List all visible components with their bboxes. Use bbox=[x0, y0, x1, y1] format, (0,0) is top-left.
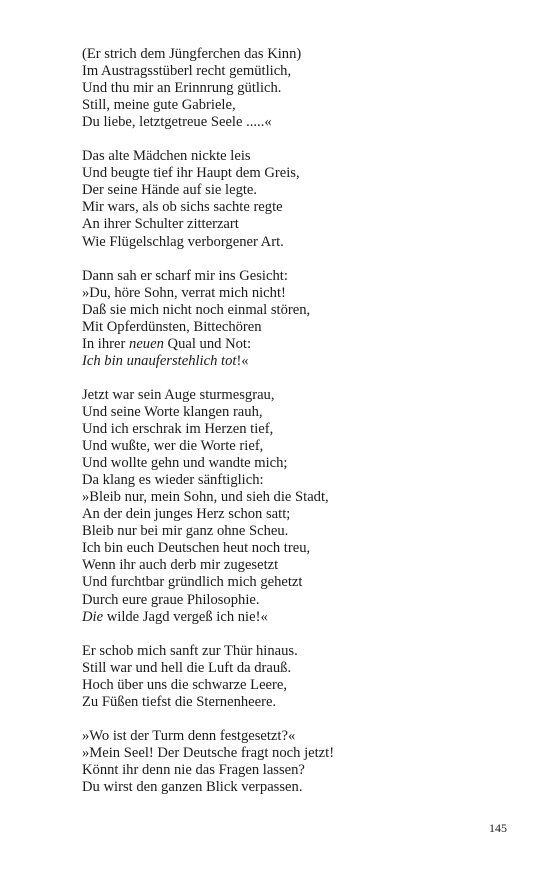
verse-line bbox=[82, 574, 502, 591]
text-segment: Und wollte gehn und wandte mich; bbox=[82, 455, 288, 472]
italic-text: neuen bbox=[129, 335, 164, 352]
text-segment: Mit Opferdünsten, Bittechören bbox=[82, 318, 262, 335]
verse-line bbox=[82, 660, 502, 677]
verse-line bbox=[82, 745, 502, 762]
verse-line bbox=[82, 489, 502, 506]
text-segment: Und thu mir an Erinnrung gütlich. bbox=[82, 80, 282, 97]
verse-line bbox=[82, 694, 502, 711]
text-segment: Dann sah er scharf mir ins Gesicht: bbox=[82, 267, 288, 284]
text-segment: (Er strich dem Jüngferchen das Kinn) bbox=[82, 46, 302, 62]
verse-line bbox=[82, 302, 502, 319]
text-segment: Du wirst den ganzen Blick verpassen. bbox=[82, 779, 303, 796]
text-segment: In ihrer bbox=[82, 335, 130, 352]
verse-line bbox=[82, 182, 502, 199]
verse-line bbox=[82, 779, 502, 796]
verse-line bbox=[82, 199, 502, 216]
text-segment: »Mein Seel! Der Deutsche fragt noch jetzt! bbox=[82, 744, 335, 761]
verse-line bbox=[82, 540, 502, 557]
verse-line bbox=[82, 165, 502, 182]
text-segment: »Bleib nur, mein Sohn, und sieh die Stadt, bbox=[82, 489, 329, 506]
verse-line bbox=[82, 404, 502, 421]
verse-line bbox=[82, 609, 502, 626]
stanza bbox=[82, 728, 502, 796]
verse-line bbox=[82, 557, 502, 574]
verse-line bbox=[82, 353, 502, 370]
verse-line bbox=[82, 728, 502, 745]
text-segment: Er schob mich sanft zur Thür hinaus. bbox=[82, 642, 298, 659]
verse-line bbox=[82, 148, 502, 165]
verse-line bbox=[82, 387, 502, 404]
text-segment: Still, meine gute Gabriele, bbox=[82, 97, 236, 114]
poem-text bbox=[82, 46, 502, 813]
text-segment: Und seine Worte klangen rauh, bbox=[82, 403, 263, 420]
text-segment: Und wußte, wer die Worte rief, bbox=[82, 438, 264, 455]
verse-line bbox=[82, 523, 502, 540]
text-segment: Könnt ihr denn nie das Fragen lassen? bbox=[82, 761, 305, 778]
verse-line bbox=[82, 643, 502, 660]
stanza bbox=[82, 387, 502, 626]
verse-line bbox=[82, 216, 502, 233]
text-segment: Hoch über uns die schwarze Leere, bbox=[82, 676, 288, 693]
text-segment: Wie Flügelschlag verborgener Art. bbox=[82, 233, 284, 250]
verse-line bbox=[82, 592, 502, 609]
text-segment: Jetzt war sein Auge sturmesgrau, bbox=[82, 386, 275, 403]
text-segment: Im Austragsstüberl recht gemütlich, bbox=[82, 63, 292, 80]
verse-line bbox=[82, 97, 502, 114]
text-segment: Daß sie mich nicht noch einmal stören, bbox=[82, 301, 311, 318]
verse-line bbox=[82, 336, 502, 353]
text-segment: Durch eure graue Philosophie. bbox=[82, 591, 260, 608]
italic-text: Die bbox=[82, 608, 104, 625]
stanza bbox=[82, 268, 502, 370]
text-segment: Ich bin euch Deutschen heut noch treu, bbox=[82, 540, 311, 557]
text-segment: Da klang es wieder sänftiglich: bbox=[82, 472, 264, 489]
verse-line bbox=[82, 421, 502, 438]
text-segment: Mir wars, als ob sichs sachte regte bbox=[82, 199, 283, 216]
page-number: 145 bbox=[489, 821, 507, 835]
verse-line bbox=[82, 285, 502, 302]
text-segment: Und furchtbar gründlich mich gehetzt bbox=[82, 574, 303, 591]
text-segment: An der dein junges Herz schon satt; bbox=[82, 506, 291, 523]
text-segment: Du liebe, letztgetreue Seele .....« bbox=[82, 114, 272, 131]
text-segment: wilde Jagd vergeß ich nie!« bbox=[103, 608, 268, 625]
verse-line bbox=[82, 80, 502, 97]
text-segment: »Du, höre Sohn, verrat mich nicht! bbox=[82, 284, 286, 301]
text-segment: Still war und hell die Luft da drauß. bbox=[82, 659, 292, 676]
verse-line bbox=[82, 438, 502, 455]
stanza bbox=[82, 46, 502, 131]
verse-line bbox=[82, 234, 502, 251]
verse-line bbox=[82, 762, 502, 779]
verse-line bbox=[82, 46, 502, 63]
text-segment: Und ich erschrak im Herzen tief, bbox=[82, 421, 274, 438]
text-segment: Qual und Not: bbox=[163, 335, 252, 352]
italic-text: Ich bin unauferstehlich tot bbox=[82, 352, 237, 369]
text-segment: Und beugte tief ihr Haupt dem Greis, bbox=[82, 165, 300, 182]
text-segment: »Wo ist der Turm denn festgesetzt?« bbox=[82, 727, 296, 744]
verse-line bbox=[82, 455, 502, 472]
verse-line bbox=[82, 677, 502, 694]
text-segment: Wenn ihr auch derb mir zugesetzt bbox=[82, 557, 279, 574]
verse-line bbox=[82, 63, 502, 80]
verse-line bbox=[82, 506, 502, 523]
verse-line bbox=[82, 319, 502, 336]
stanza bbox=[82, 643, 502, 711]
text-segment: Der seine Hände auf sie legte. bbox=[82, 182, 258, 199]
verse-line bbox=[82, 114, 502, 131]
stanza bbox=[82, 148, 502, 250]
text-segment: !« bbox=[236, 352, 249, 369]
text-segment: Bleib nur bei mir ganz ohne Scheu. bbox=[82, 523, 289, 540]
verse-line bbox=[82, 268, 502, 285]
verse-line bbox=[82, 472, 502, 489]
text-segment: Das alte Mädchen nickte leis bbox=[82, 148, 251, 165]
text-segment: An ihrer Schulter zitterzart bbox=[82, 216, 239, 233]
text-segment: Zu Füßen tiefst die Sternenheere. bbox=[82, 693, 277, 710]
